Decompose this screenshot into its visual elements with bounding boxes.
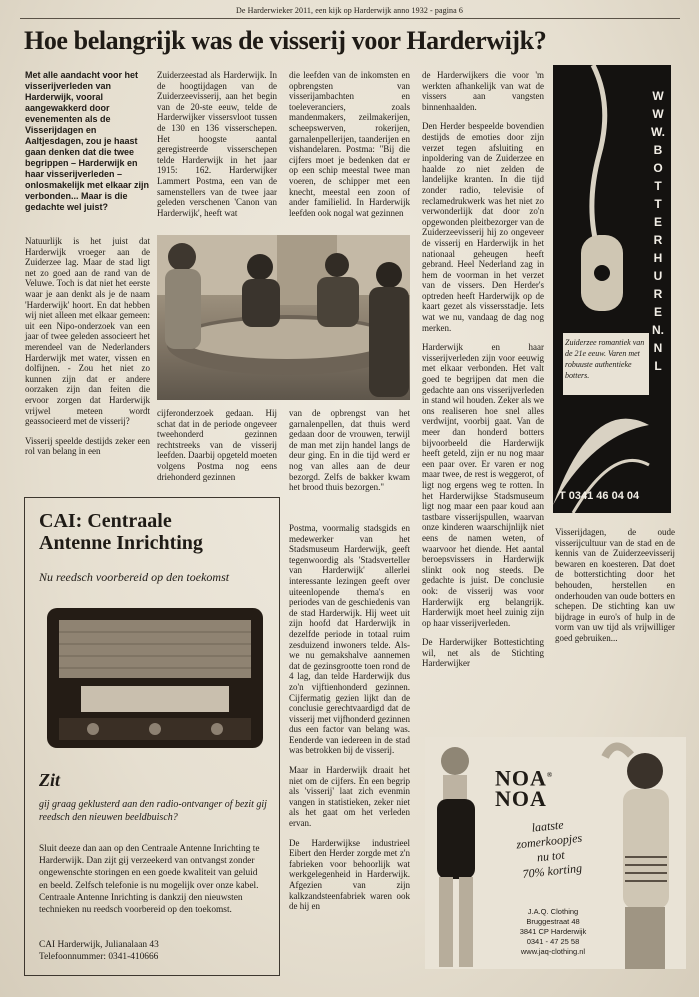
noa-sale-line-4: 70% korting — [521, 860, 583, 881]
botterhuren-advertisement — [553, 65, 671, 513]
noa-sale-line-1: laatste — [530, 817, 565, 835]
botterhuren-url[interactable]: WWW.BOTTERHUREN.NL — [651, 89, 665, 373]
paragraph: Visserij speelde destijds zeker een rol van belang in een — [25, 435, 150, 457]
header-divider — [20, 18, 680, 19]
article-col-5: Visserijdagen, de oude visserijcultuur van de stad en de kennis van de Zuiderzeevisserij bewaren en koesteren. Dat doet de botterstichting door het behouden, herstellen en onderhouden van oude botters en schepen. De stichting kan uw bijdrage in euro's of hulp in de vorm van uw tijd als vrijwilliger goed gebruiken... — [555, 527, 675, 643]
cai-zit: Zit — [39, 770, 60, 790]
cai-contact — [39, 939, 267, 963]
paragraph: Harderwijk en haar visserijverleden zijn voor eeuwig met elkaar verbonden. Het valt goed te begrijpen dat men die gedachte aan ons visserijverleden in stand wil houden. Zeker als we ons realiseren hoe snel alles verdwijnt, voorbij gaat. Van de meer dan honderd botters bijvoorbeeld die Harderwijk heeft geteld, zijn er nu nog maar een paar over. Er varen er nog maar twee, de rest is weggerot, of ligt nog ergens weg te rotten. In het Harderwijkse Stadsmuseum ligt nog maar een paar koud aan tastbare visserijspullen, waarvan onze kinderen waarschijnlijk niet eens de namen weten, of waarvoor het diende. Het aantal beroepsvissers in Harderwijk slinkt ook nog steeds. De gedachte is juist. De conclusie ook: de visserij was voor Harderwijk erg belangrijk. Harderwijk moet heel zuinig zijn op haar visserijverleden. — [422, 342, 544, 628]
article-col-1 — [25, 236, 150, 466]
botter-slogan: Zuiderzee romantiek van de 21e eeuw. Varen met robuuste authentieke botters. — [565, 338, 645, 380]
paragraph: Den Herder bespeelde bovendien destijds de emoties door zijn verzet tegen afsluiting en inpoldering van de Zuiderzee en haalde zo niet zelden de landelijke kranten. In die tijd zonder radio, televisie of reclamedrukwerk was het niet zo verwonderlijk dat door zo'n opgewonden pleitbezorger van de Zuiderzeevisserij hij zo ongeveer de visserij en Harderwijk in het nationaal geheugen heeft gebrand. Heel Nederland zag in hem de voorman in het verzet van de vissers. Den Herder's optreden heeft Harderwijk op de kaart gezet als vissersstadje. Iets wat we nu, vandaag de dag nog merken. — [422, 121, 544, 333]
cai-address: CAI Harderwijk, Julianalaan 43 — [39, 940, 159, 950]
paragraph: De Harderwijkse industrieel Eibert den Herder zorgde met z'n fabrieken voor behoorlijk wat werkgelegenheid in Harderwijk. Afgezien van zijn kalkzandsteenfabriek waren ook de hij en — [289, 837, 410, 912]
article-col-2-top: Zuiderzeestad als Harderwijk. In de hoogtijdagen van de Zuiderzeevisserij, aan het begin van de 20-ste eeuw, telde de Harderwijker vissersvloot tussen de 130 en 136 visserschepen. Het hoogste aantal geregistreerde visserschepen telde Harderwijk in het jaar 1915: 162. Harderwijker Lammert Postma, een van de samenstellers van de twee jaar geleden verschenen 'Canon van Harderwijk', heeft wat — [157, 70, 277, 218]
photo-illustration — [157, 235, 410, 400]
fisher-women-photo — [157, 235, 410, 400]
noa-logo-line-2: NOA — [495, 786, 547, 812]
cai-title — [39, 510, 203, 554]
cai-question: gij graag geklusterd aan den radio-ontvanger of bezit gij reedsch den nieuwen beeldbuisch? — [39, 799, 267, 823]
cai-advertisement — [24, 497, 280, 976]
radio-image — [41, 598, 269, 756]
noa-addr-line-1: J.A.Q. Clothing — [527, 907, 579, 916]
article-col-3-mid: van de opbrengst van het garnalenpellen, dat thuis werd gedaan door de vrouwen, terwijl de man met zijn handel langs de deur ging. En in die tijd werd er nog van alles aan de deur bezorgd. Zelfs de bakker kwam het brood thuis bezorgen." — [289, 408, 410, 493]
cai-title-line-2: Antenne Inrichting — [39, 532, 203, 554]
noa-noa-logo — [495, 765, 554, 812]
noa-website-link[interactable]: www.jaq-clothing.nl — [520, 947, 586, 956]
article-title: Hoe belangrijk was de visserij voor Harderwijk? — [24, 26, 547, 55]
noa-addr-line-4: 0341 - 47 25 58 — [526, 937, 580, 946]
article-col-3-top: die leefden van de inkomsten en opbrengsten van visserijambachten en toeleveranciers, zoals mandenmakers, zeilmakerijen, scheepswerven, rokerijen, garnalenpellerijen, taanderijen en vishandelaren. Postma: "Bij die cijfers moet je bedenken dat er op een schip meestal twee man voeren, de schipper met een knecht, meestal een zoon of ander familielid. In Harderwijk leefden ook nogal wat gezinnen — [289, 70, 410, 218]
cai-title-line-1: CAI: Centraale — [39, 510, 172, 532]
noa-registered-mark: ® — [546, 771, 554, 779]
page-header: De Harderwieker 2011, een kijk op Harderwijk anno 1932 - pagina 6 — [235, 6, 464, 15]
noa-logo-line-1: NOA — [495, 765, 547, 791]
paragraph: De Harderwijker Bottestichting wil, net als de Stichting Harderwijker — [422, 637, 544, 669]
article-lead: Met alle aandacht voor het visserijverleden van Harderwijk, vooral aangewakkerd door evenementen als de Visserijdagen en Aaltjesdagen, zou je haast gaan denken dat die twee begrippen – Harderwijk en haar visserijverleden – onlosmakelijk met elkaar zijn verbonden... Maar is die gedachte wel juist? — [25, 70, 150, 212]
botter-phone: T 0341 46 04 04 — [559, 490, 640, 502]
article-col-3-bottom — [289, 523, 410, 921]
noa-sale-text — [502, 814, 598, 883]
noa-sale-line-3: nu tot — [536, 847, 566, 865]
paragraph: Postma, voormalig stadsgids en medewerker van het Stadsmuseum Harderwijk, geeft tegenwoordig als 'Stadsverteller van Harderwijk' allerlei interessante lezingen geeft over uiteenlopende thema's en periodes van de geschiedenis van de stad Harderwijk. Hij weet uit zijn hoofd dat Harderwijk in dezelfde periode in totaal ruim zesduizend inwoners telde. Als- we nu gemakshalve aannemen dat de gezinsgrootte toen rond de 4 lag, dan telde Harderwijk dus zo'n vijftienhonderd gezinnen. Cijfermatig gezien lijkt dan de conclusie gerechtvaardigd dat de visserij met vijfhonderd gezinnen dus een factor van belang was. Eenderde van iedereen in de stad was betrokken bij de visserij. — [289, 523, 410, 756]
noa-addr-line-2: Bruggestraat 48 — [526, 917, 580, 926]
noa-address — [503, 907, 603, 957]
cai-body: Sluit deeze dan aan op den Centraale Antenne Inrichting te Harderwijk. Dan zijt gij verzeekerd van ontvangst zonder ongewenschte storingen en een goede kwaliteit van geluid en beeld. Zelfsch telefonie is nu mogelijk over onze kabel. Centraale Antenne Inrichting is dankzij den nieuwsten technieken nu reedsch voorbereid op den toekomst. — [39, 844, 260, 916]
cai-subtitle: Nu reedsch voorbereid op den toekomst — [39, 570, 230, 584]
paragraph: Maar in Harderwijk draait het niet om de cijfers. En een begrip als 'visserij' laat zich evenmin vangen in statistieken, zeker niet als het gaat om het verleden ervan. — [289, 765, 410, 829]
noa-addr-line-3: 3841 CP Harderwijk — [519, 927, 587, 936]
paragraph: de Harderwijkers die voor 'm werkten afhankelijk van wat de vissers aan vangsten binnenhaalden. — [422, 70, 544, 112]
article-col-4 — [422, 70, 544, 678]
noa-sale-line-2: zomerkoopjes — [515, 830, 583, 852]
noa-noa-advertisement — [425, 737, 686, 969]
article-col-2-bottom: cijferonderzoek gedaan. Hij schat dat in de periode ongeveer tweehonderd gezinnen rechtstreeks van de visserij leefden. Daarbij opgeteld moeten volgens Postma nog eens driehonderd gezinnen — [157, 408, 277, 482]
paragraph: Natuurlijk is het juist dat Harderwijk vroeger aan de Zuiderzee lag. Maar de stad ligt net zo goed aan de rand van de Veluwe. Toch is dat niet het eerste waar je aan denkt als je de naam 'Harderwijk' hoort. En dat hebben wij niet alleen met elkaar gemeen: uit een Nipo-onderzoek van een jaar of twee geleden associeert het merendeel van de Nederlanders Harderwijk met water, vissen en dolfijnen. - Zou het niet zo kunnen zijn dat er andere oorzaken zijn dan feiten die ervoor zorgen dat Harderwijk vrijwel meteen wordt geassocieerd met de visserij? — [25, 236, 150, 427]
cai-phone: Telefoonnummer: 0341-410666 — [39, 952, 159, 963]
